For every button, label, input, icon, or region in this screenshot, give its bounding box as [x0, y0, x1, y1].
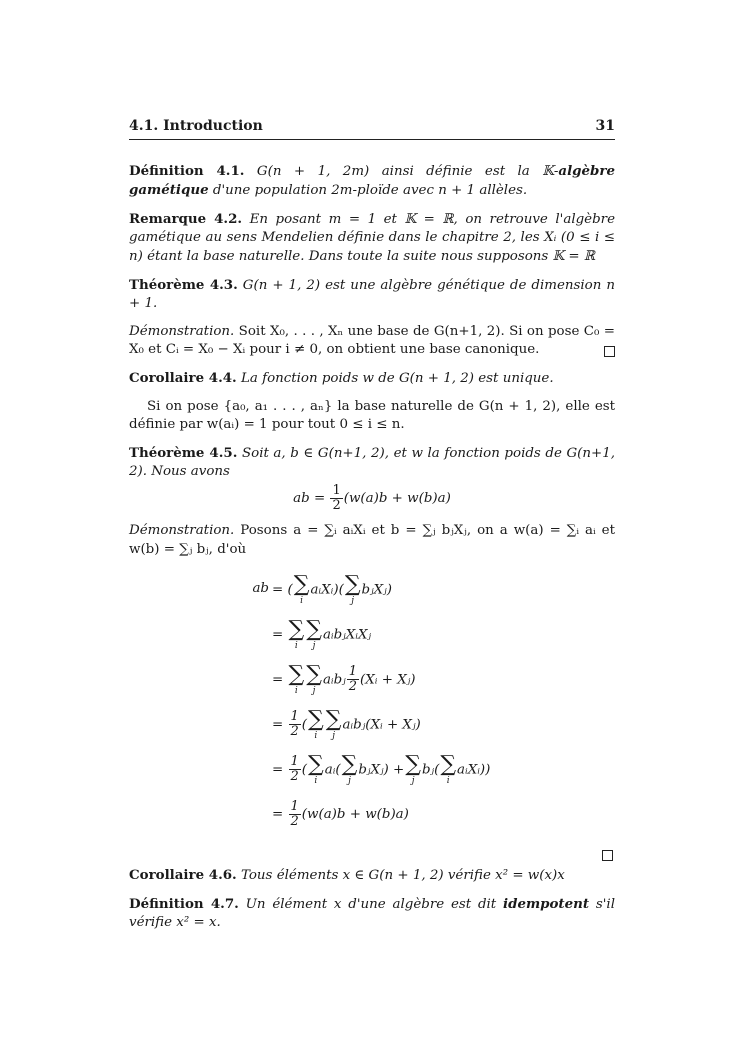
equation-row: [234, 612, 615, 657]
equals-sign: =: [272, 582, 284, 598]
sum-symbol: ∑ i: [440, 751, 457, 786]
proof-label: Démonstration.: [129, 323, 235, 339]
aligned-equations: [234, 567, 615, 837]
paren: (: [287, 582, 293, 598]
equation-rhs: [269, 661, 416, 696]
equation-row: [234, 747, 615, 792]
equals-sign: =: [272, 717, 284, 733]
equation-rhs: [269, 616, 372, 651]
fraction: $\frac{1}{2}$: [290, 709, 299, 740]
equation-rhs: (w(a)b + w(b)a): [343, 490, 451, 506]
sum-symbol: ∑ j: [325, 706, 342, 741]
paragraph: [129, 398, 615, 435]
fraction: $\frac{1}{2}$: [290, 799, 299, 830]
term: (w(a)b + w(b)a): [301, 807, 409, 823]
sum-symbol: ∑ i: [308, 706, 324, 741]
fraction-numerator: 1: [332, 482, 341, 498]
page-number: 31: [595, 118, 615, 134]
term: (Xᵢ + Xⱼ): [360, 672, 416, 688]
proof-1: [129, 323, 615, 360]
term: aᵢXᵢ)): [457, 762, 491, 778]
equation-rhs: [269, 800, 409, 829]
definition-label: Définition 4.1.: [129, 162, 245, 179]
equation-rhs: [269, 706, 421, 741]
definition-emphasis: algèbre gamétique: [129, 162, 615, 199]
equation-row: [234, 567, 615, 612]
aligned-lhs: ab: [252, 581, 269, 597]
equation-row: [234, 657, 615, 702]
term: bⱼ(: [421, 762, 440, 778]
term: aᵢ(: [324, 762, 341, 778]
definition-text-start: G(n + 1, 2m) ainsi définie est la 𝕂-: [256, 163, 559, 179]
theorem-text: Soit a, b ∈ G(n+1, 2), et w la fonction poids de G(n+1, 2). Nous avons: [129, 445, 615, 480]
equals-sign: =: [272, 807, 284, 823]
term: aᵢbⱼ(Xᵢ + Xⱼ): [342, 717, 421, 733]
corollary-4-4: [129, 369, 615, 389]
term: aᵢbⱼ: [322, 672, 346, 688]
section-title: 4.1. Introduction: [129, 118, 263, 134]
fraction: [330, 484, 342, 513]
sum-symbol: ∑ i: [288, 616, 305, 651]
definition-text-end: d'une population 2m-ploïde avec n + 1 allèles.: [212, 183, 528, 199]
definition-4-1: [129, 162, 615, 201]
sum-symbol: ∑ i: [308, 751, 324, 786]
equals-sign: =: [272, 627, 284, 643]
sum-symbol: ∑ j: [405, 751, 421, 786]
corollary-text: La fonction poids w de G(n + 1, 2) est unique.: [240, 370, 554, 386]
remark-4-2: [129, 210, 615, 267]
paren: (: [301, 717, 308, 733]
sum-symbol: ∑ i: [288, 661, 305, 696]
running-header: [129, 117, 615, 140]
sum-symbol: ∑ j: [344, 571, 361, 606]
fraction: $\frac{1}{2}$: [348, 664, 358, 695]
corollary-label: Corollaire 4.6.: [129, 867, 237, 884]
definition-text-end: s'il vérifie x² = x.: [129, 896, 615, 931]
corollary-text: Tous éléments x ∈ G(n + 1, 2) vérifie x² = w(x)x: [240, 868, 565, 884]
qed-line: [129, 837, 615, 857]
equation-row: [234, 702, 615, 747]
proof-text: Posons a = ∑ᵢ aᵢXᵢ et b = ∑ⱼ bⱼXⱼ, on a w(a) = ∑ᵢ aᵢ et w(b) = ∑ⱼ bⱼ, d'où: [129, 522, 615, 557]
equation-rhs: [269, 571, 392, 606]
fraction-denominator: 2: [332, 497, 341, 513]
term: aᵢbⱼXᵢXⱼ: [322, 627, 372, 643]
definition-text-start: Un élément x d'une algèbre est dit: [245, 896, 497, 912]
paragraph-text: Si on pose {a₀, a₁ . . . , aₙ} la base naturelle de G(n + 1, 2), elle est définie par w(aᵢ) = 1 pour tout 0 ≤ i ≤ n.: [129, 398, 615, 433]
equation-rhs: [269, 751, 491, 786]
remark-text: En posant m = 1 et 𝕂 = ℝ, on retrouve l'algèbre gamétique au sens Mendelien définie dans le chapitre 2, les Xᵢ (0 ≤ i ≤ n) étant la base naturelle. Dans toute la suite nous supposons 𝕂 = ℝ: [129, 211, 615, 264]
equals-sign: =: [272, 672, 284, 688]
theorem-label: Théorème 4.3.: [129, 276, 238, 293]
theorem-4-3: [129, 276, 615, 314]
corollary-4-6: [129, 866, 615, 886]
equals-sign: =: [272, 762, 284, 778]
term: bⱼXⱼ): [361, 582, 392, 598]
definition-4-7: [129, 895, 615, 933]
theorem-text: G(n + 1, 2) est une algèbre génétique de dimension n + 1.: [129, 277, 615, 312]
sum-symbol: ∑ j: [341, 751, 358, 786]
qed-symbol: [604, 346, 615, 357]
term: bⱼXⱼ) +: [358, 762, 405, 778]
fraction: $\frac{1}{2}$: [290, 754, 299, 785]
display-equation: [129, 484, 615, 513]
term: aᵢXᵢ)(: [310, 582, 344, 598]
theorem-label: Théorème 4.5.: [129, 444, 238, 461]
remark-label: Remarque 4.2.: [129, 210, 243, 227]
sum-symbol: ∑ j: [306, 661, 322, 696]
definition-emphasis: idempotent: [503, 895, 590, 912]
proof-label: Démonstration.: [129, 522, 235, 538]
proof-text: Soit X₀, . . . , Xₙ une base de G(n+1, 2). Si on pose C₀ = X₀ et Cᵢ = X₀ − Xᵢ pour i ≠ 0, on obtient une base canonique.: [129, 323, 615, 358]
qed-symbol: [602, 850, 613, 861]
definition-label: Définition 4.7.: [129, 895, 239, 912]
sum-symbol: ∑ j: [306, 616, 322, 651]
equation-lhs: ab =: [293, 490, 326, 506]
sum-symbol: ∑ i: [293, 571, 310, 606]
theorem-4-5: [129, 444, 615, 513]
corollary-label: Corollaire 4.4.: [129, 369, 237, 386]
page: [129, 117, 615, 933]
equation-row: [234, 792, 615, 837]
paren: (: [301, 762, 308, 778]
proof-2: [129, 522, 615, 559]
